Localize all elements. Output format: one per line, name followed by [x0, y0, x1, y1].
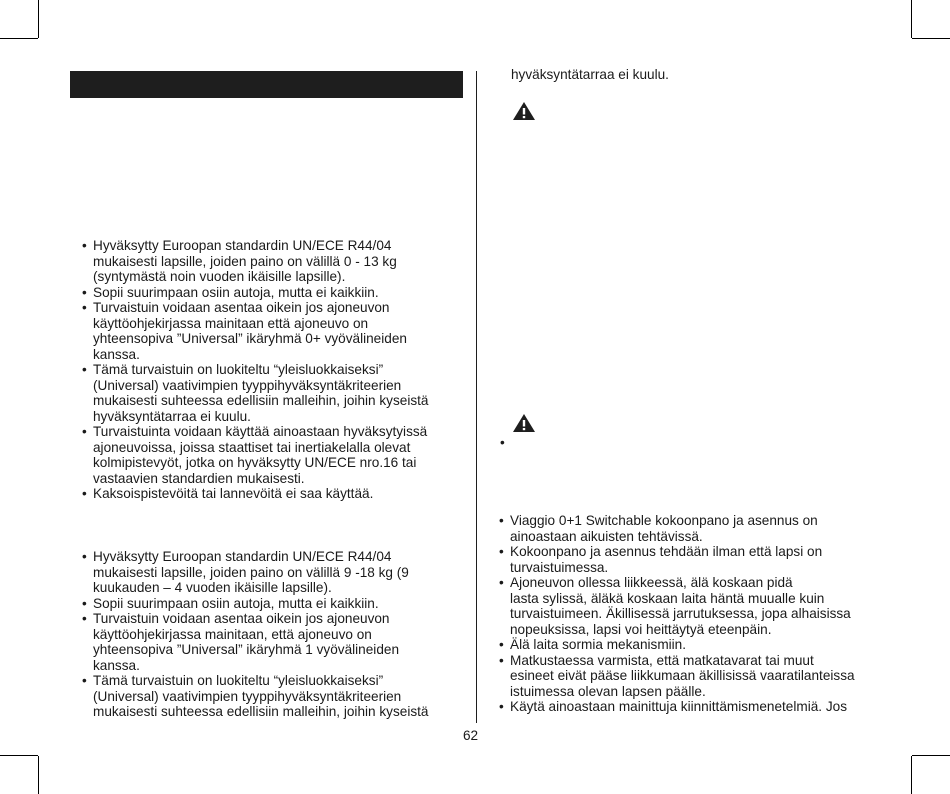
- crop-mark: [0, 38, 38, 39]
- list-item: • Viaggio 0+1 Switchable kokoonpano ja asennus on ainoastaan aikuisten tehtävissä.: [499, 513, 899, 544]
- list-item: • Älä laita sormia mekanismiin.: [499, 637, 899, 653]
- crop-mark: [38, 0, 39, 38]
- list-item: • Käytä ainoastaan mainittuja kiinnittämismenetelmiä. Jos: [499, 699, 899, 715]
- crop-mark: [0, 755, 38, 756]
- list-item: • Matkustaessa varmista, että matkatavarat tai muut esineet eivät pääse liikkumaan äkillisissä vaaratilanteissa istuimessa olevan lapsen päälle.: [499, 653, 899, 700]
- list-item: • Sopii suurimpaan osiin autoja, mutta ei kaikkiin.: [82, 285, 468, 301]
- crop-mark: [912, 755, 950, 756]
- crop-mark: [38, 756, 39, 794]
- warnings-list: [499, 513, 899, 715]
- list-item: • Turvaistuin voidaan asentaa oikein jos ajoneuvon käyttöohjekirjassa mainitaan, että ajoneuvo on yhteensopiva ”Universal” ikäryhmä 1 vyövälineiden kanssa.: [82, 611, 468, 673]
- list-item: • Ajoneuvon ollessa liikkeessä, älä koskaan pidä lasta sylissä, äläkä koskaan laita häntä muualle kuin turvaistuimeen. Äkillisessä jarrutuksessa, jopa alhaisissa nopeuksissa, lapsi voi heittäytyä eteenpäin.: [499, 575, 899, 637]
- section-header-bar: [70, 71, 463, 98]
- list-item: • Tämä turvaistuin on luokiteltu “yleisluokkaiseksi” (Universal) vaativimpien tyyppihyväksyntäkriteerien mukaisesti suhteessa edellisiin malleihin, joihin kyseistä: [82, 673, 468, 720]
- column-divider: [476, 71, 477, 723]
- crop-mark: [911, 756, 912, 794]
- list-item: • Hyväksytty Euroopan standardin UN/ECE R44/04 mukaisesti lapsille, joiden paino on välillä 0 - 13 kg (syntymästä noin vuoden ikäisille lapsille).: [82, 238, 468, 285]
- list-item: • Tämä turvaistuin on luokiteltu “yleisluokkaiseksi” (Universal) vaativimpien tyyppihyväksyntäkriteerien mukaisesti suhteessa edellisiin malleihin, joihin kyseistä hyväksyntätarraa ei kuulu.: [82, 362, 468, 424]
- list-item: • Kaksoispistevöitä tai lannevöitä ei saa käyttää.: [82, 486, 468, 502]
- warning-icon: [512, 413, 536, 433]
- continuation-text: hyväksyntätarraa ei kuulu.: [511, 67, 669, 82]
- empty-bullet: •: [500, 435, 505, 450]
- list-item: • Kokoonpano ja asennus tehdään ilman että lapsi on turvaistuimessa.: [499, 544, 899, 575]
- left-column: [82, 238, 468, 502]
- list-item: • Turvaistuinta voidaan käyttää ainoastaan hyväksytyissä ajoneuvoissa, joissa staattiset tai inertiakelalla olevat kolmipistevyöt, jotka on hyväksytty UN/ECE nro.16 tai vastaavien standardien mukaisesti.: [82, 424, 468, 486]
- list-item: • Hyväksytty Euroopan standardin UN/ECE R44/04 mukaisesti lapsille, joiden paino on välillä 9 -18 kg (9 kuukauden – 4 vuoden ikäisille lapsille).: [82, 549, 468, 596]
- list-item: • Turvaistuin voidaan asentaa oikein jos ajoneuvon käyttöohjekirjassa mainitaan että ajoneuvo on yhteensopiva ”Universal” ikäryhmä 0+ vyövälineiden kanssa.: [82, 300, 468, 362]
- group-0-plus-list: [82, 238, 468, 502]
- list-item: • Sopii suurimpaan osiin autoja, mutta ei kaikkiin.: [82, 596, 468, 612]
- page-number: 62: [463, 728, 479, 743]
- crop-mark: [911, 0, 912, 38]
- crop-mark: [912, 38, 950, 39]
- right-column-warnings: [499, 513, 899, 715]
- group-1-list: [82, 549, 468, 720]
- left-column-section-2: [82, 549, 468, 720]
- warning-icon: [512, 101, 536, 121]
